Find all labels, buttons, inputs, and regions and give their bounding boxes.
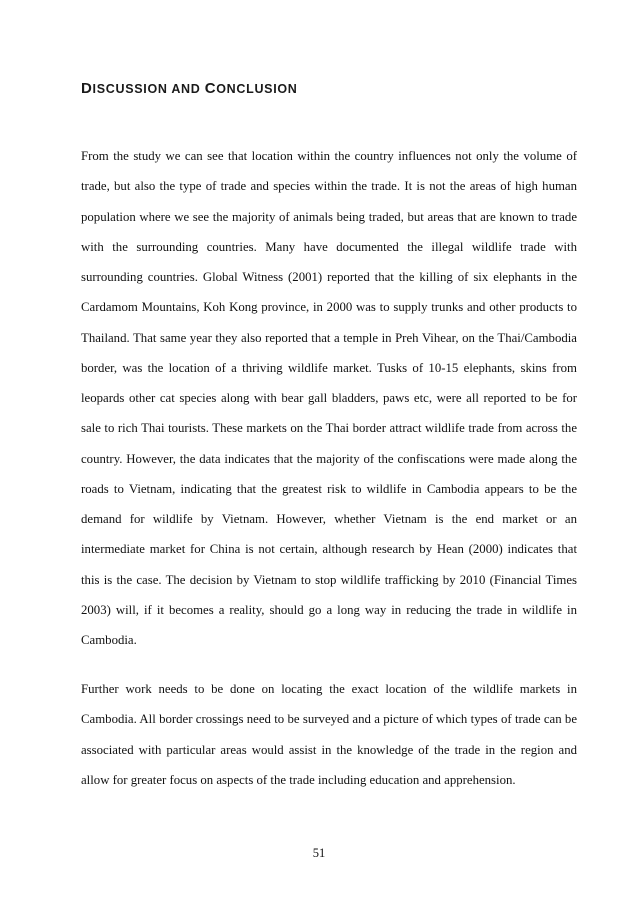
page-number: 51	[312, 846, 326, 860]
heading-initial-c: C	[204, 80, 217, 97]
heading-word-onclusion: ONCLUSION	[216, 82, 298, 96]
heading-word-iscussion: ISCUSSION	[92, 82, 172, 96]
body-paragraph-1: From the study we can see that location within the country influences not only the volume of trade, but also the type of trade and species within the trade. It is not the areas of high human population where we see the majority of animals being traded, but areas that are known to trade with the surrounding countries. Many have documented the illegal wildlife trade with surrounding countries. Global Witness (2001) reported that the killing of six elephants in the Cardamom Mountains, Koh Kong province, in 2000 was to supply trunks and other products to Thailand. That same year they also reported that a temple in Preh Vihear, on the Thai/Cambodia border, was the location of a thriving wildlife market. Tusks of 10-15 elephants, skins from leopards other cat species along with bear gall bladders, paws etc, were all reported to be for sale to rich Thai tourists. These markets on the Thai border attract wildlife trade from across the country. However, the data indicates that the majority of the confiscations were made along the roads to Vietnam, indicating that the greatest risk to wildlife in Cambodia appears to be the demand for wildlife by Vietnam. However, whether Vietnam is the end market or an intermediate market for China is not certain, although research by Hean (2000) indicates that this is the case. The decision by Vietnam to stop wildlife trafficking by 2010 (Financial Times 2003) will, if it becomes a reality, should go a long way in reducing the trade in wildlife in Cambodia.	[81, 149, 577, 647]
section-heading	[81, 80, 298, 97]
body-paragraph-2: Further work needs to be done on locating the exact location of the wildlife markets in Cambodia. All border crossings need to be surveyed and a picture of which types of trade can be associated with particular areas would assist in the knowledge of the trade in the region and allow for greater focus on aspects of the trade including education and apprehension.	[81, 682, 577, 787]
heading-word-and: AND	[171, 82, 205, 96]
heading-initial-d: D	[81, 80, 93, 97]
